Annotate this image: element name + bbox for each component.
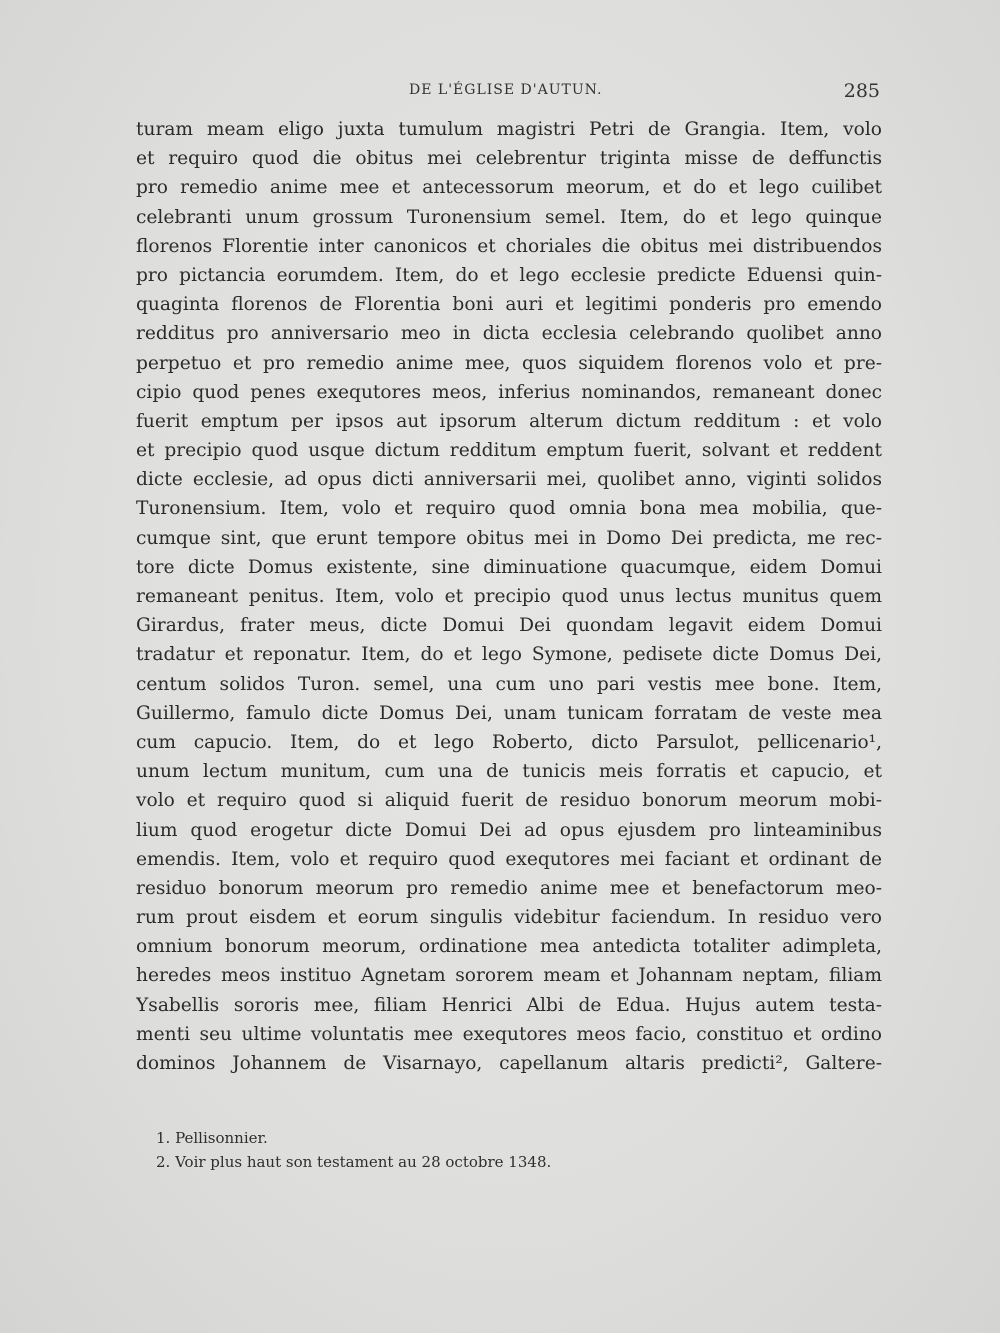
text-line: celebranti unum grossum Turonensium semel. Item, do et lego quinque — [136, 206, 882, 228]
text-line: pro pictancia eorumdem. Item, do et lego ecclesie predicte Eduensi quin- — [136, 264, 882, 286]
text-line: cipio quod penes exequtores meos, inferius nominandos, remaneant donec — [136, 381, 882, 403]
text-line: cum capucio. Item, do et lego Roberto, dicto Parsulot, pellicenario¹, — [136, 731, 882, 753]
text-line: florenos Florentie inter canonicos et choriales die obitus mei distribuendos — [136, 235, 882, 257]
text-line: redditus pro anniversario meo in dicta ecclesia celebrando quolibet anno — [136, 323, 882, 345]
text-line: cumque sint, que erunt tempore obitus mei in Domo Dei predicta, me rec- — [136, 527, 882, 549]
text-line: Guillermo, famulo dicte Domus Dei, unam tunicam forratam de veste mea — [136, 702, 882, 724]
text-line: dominos Johannem de Visarnayo, capellanum altaris predicti², Galtere- — [136, 1053, 882, 1074]
text-line: pro remedio anime mee et antecessorum meorum, et do et lego cuilibet — [136, 177, 882, 199]
text-line: tradatur et reponatur. Item, do et lego Symone, pedisete dicte Domus Dei, — [136, 644, 882, 666]
text-line: unum lectum munitum, cum una de tunicis meis forratis et capucio, et — [136, 761, 882, 783]
text-line: remaneant penitus. Item, volo et precipio quod unus lectus munitus quem — [136, 586, 882, 607]
text-line: residuo bonorum meorum pro remedio anime mee et benefactorum meo- — [136, 877, 882, 899]
text-line: Ysabellis sororis mee, filiam Henrici Albi de Edua. Hujus autem testa- — [136, 994, 882, 1016]
text-line: volo et requiro quod si aliquid fuerit de residuo bonorum meorum mobi- — [136, 790, 882, 812]
body-text — [136, 115, 882, 1078]
page-number: 285 — [843, 80, 880, 102]
footnotes — [156, 1126, 882, 1174]
text-line: et precipio quod usque dictum redditum emptum fuerit, solvant et reddent — [136, 440, 882, 462]
text-line: omnium bonorum meorum, ordinatione mea antedicta totaliter adimpleta, — [136, 936, 882, 958]
running-title: DE L'ÉGLISE D'AUTUN. — [409, 82, 603, 98]
text-line: et requiro quod die obitus mei celebrentur triginta misse de deffunctis — [136, 148, 882, 170]
text-line: rum prout eisdem et eorum singulis videbitur faciendum. In residuo vero — [136, 907, 882, 929]
text-line: quaginta florenos de Florentia boni auri et legitimi ponderis pro emendo — [136, 294, 882, 316]
text-line: centum solidos Turon. semel, una cum uno pari vestis mee bone. Item, — [136, 673, 882, 695]
text-line: Girardus, frater meus, dicte Domui Dei quondam legavit eidem Domui — [136, 615, 882, 637]
footnote-1: 1. Pellisonnier. — [156, 1129, 268, 1147]
footnote-2: 2. Voir plus haut son testament au 28 octobre 1348. — [156, 1153, 552, 1171]
running-head — [136, 80, 882, 106]
text-line: dicte ecclesie, ad opus dicti anniversarii mei, quolibet anno, viginti solidos — [136, 469, 882, 491]
text-line: turam meam eligo juxta tumulum magistri Petri de Grangia. Item, volo — [136, 119, 882, 140]
text-line: menti seu ultime voluntatis mee exequtores meos facio, constituo et ordino — [136, 1023, 882, 1045]
text-line: Turonensium. Item, volo et requiro quod omnia bona mea mobilia, que- — [136, 498, 882, 520]
text-line: lium quod erogetur dicte Domui Dei ad opus ejusdem pro linteaminibus — [136, 819, 882, 841]
text-line: perpetuo et pro remedio anime mee, quos siquidem florenos volo et pre- — [136, 352, 882, 374]
text-line: emendis. Item, volo et requiro quod exequtores mei faciant et ordinant de — [136, 848, 882, 870]
text-line: fuerit emptum per ipsos aut ipsorum alterum dictum redditum : et volo — [136, 410, 882, 432]
text-line: heredes meos instituo Agnetam sororem meam et Johannam neptam, filiam — [136, 965, 882, 987]
text-line: tore dicte Domus existente, sine diminuatione quacumque, eidem Domui — [136, 556, 882, 578]
